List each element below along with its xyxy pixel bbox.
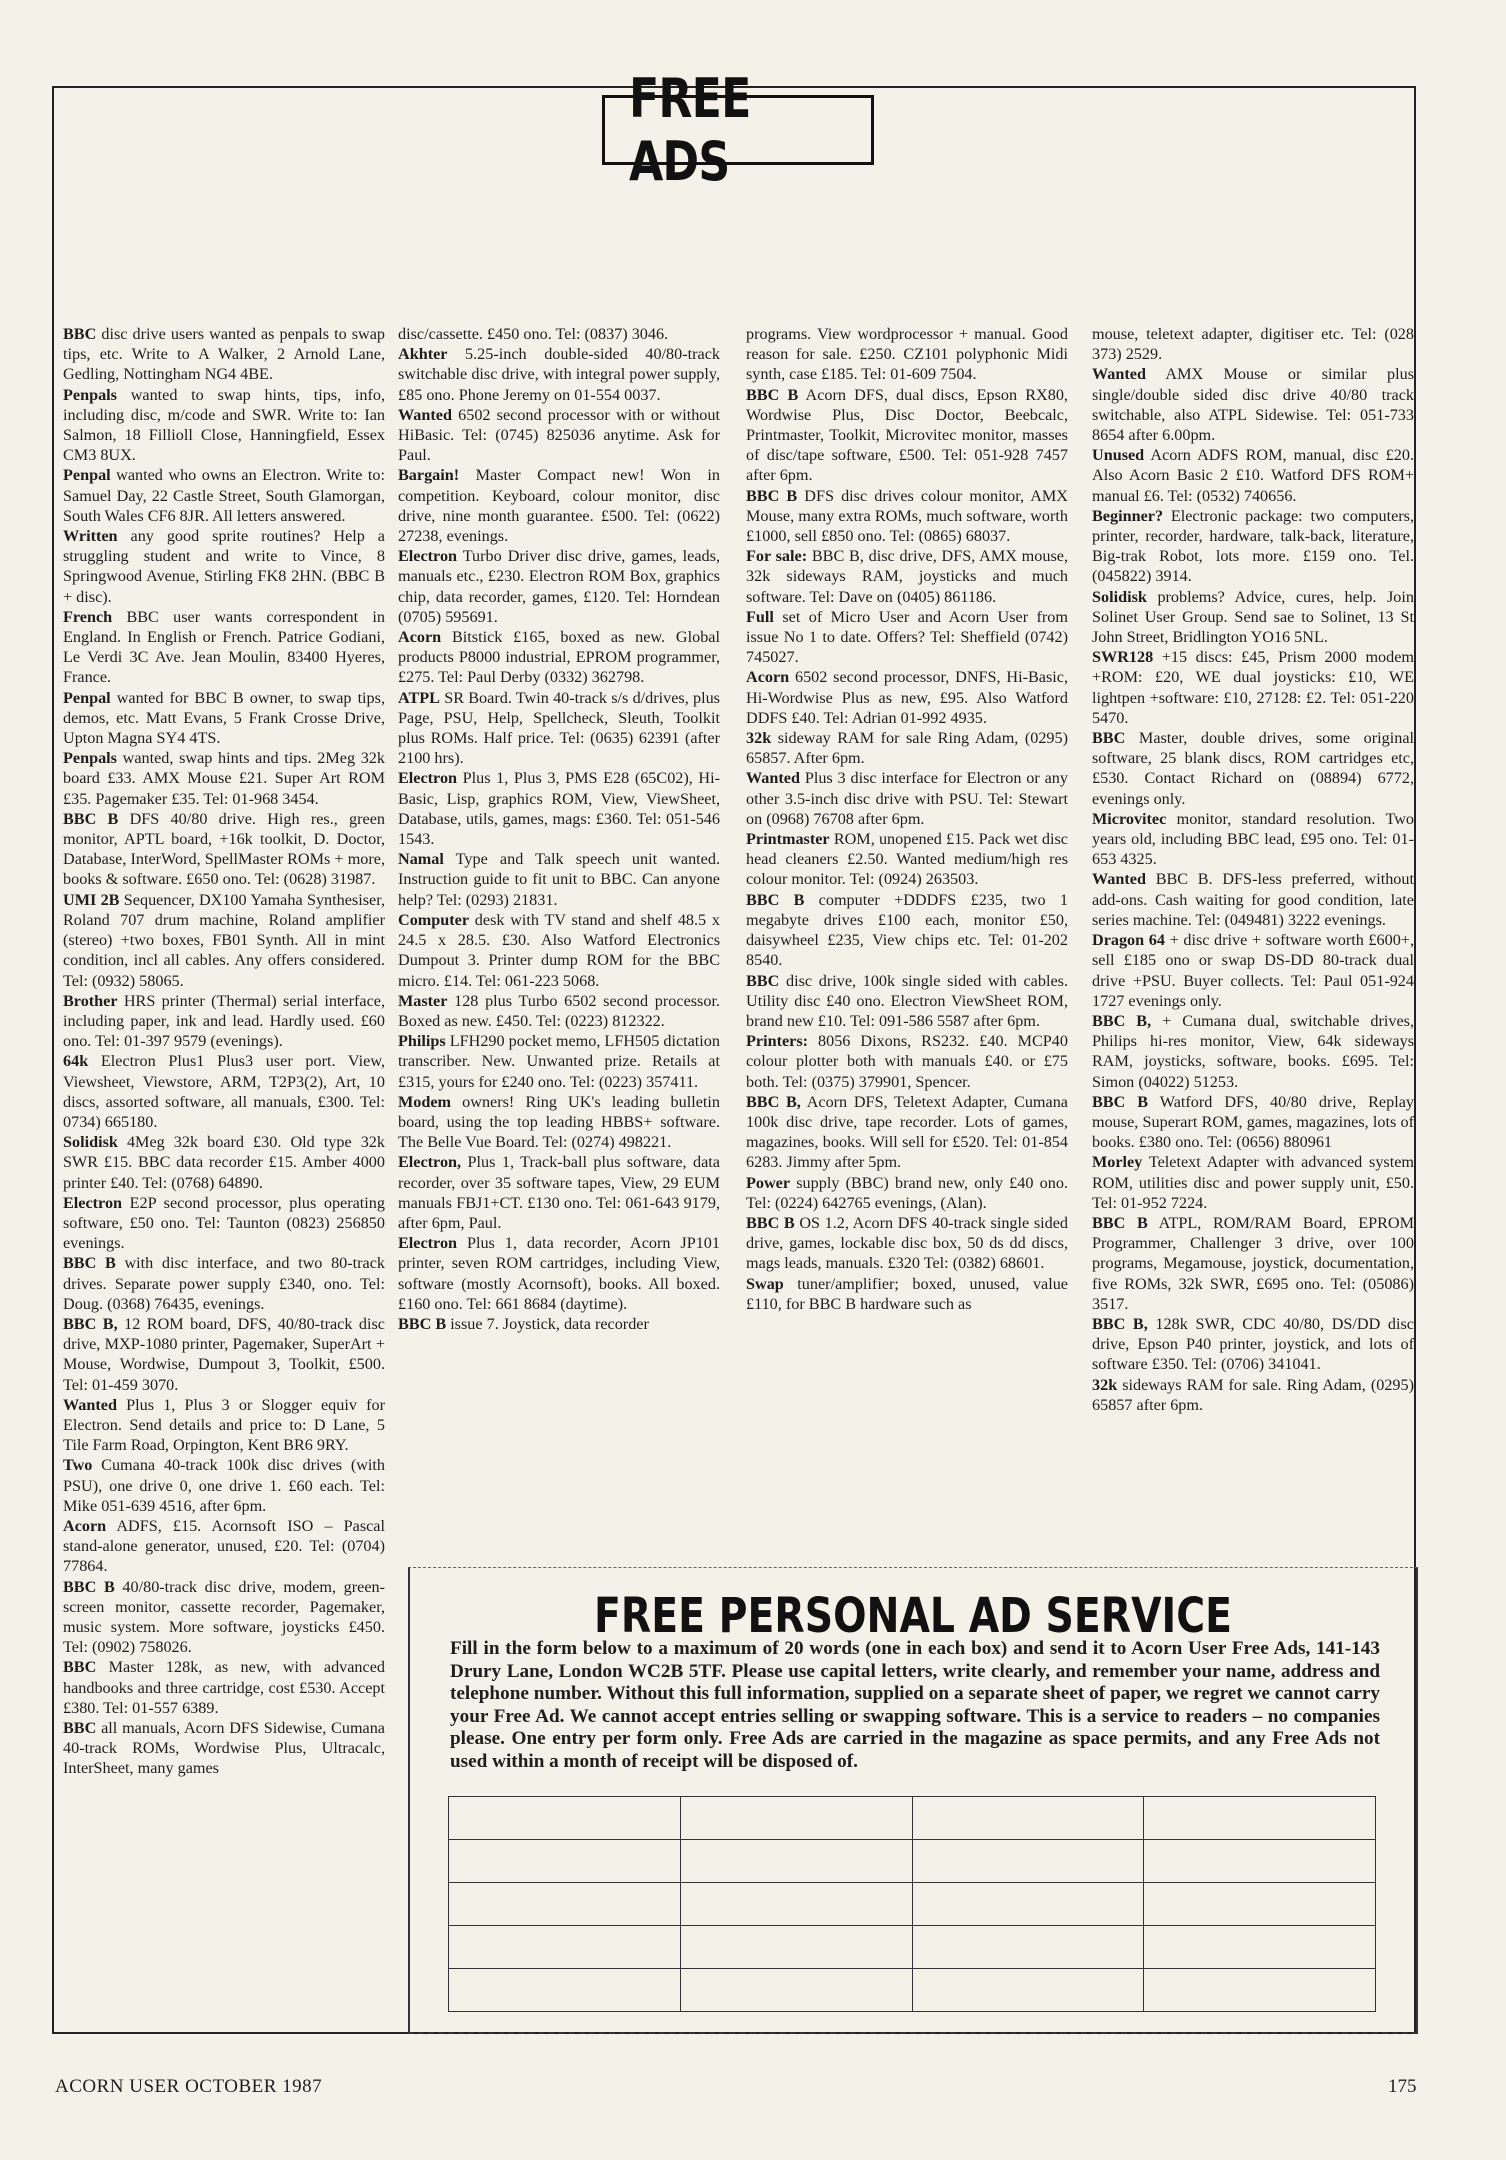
ad-lead: BBC B, xyxy=(1092,1011,1152,1030)
classified-ad xyxy=(63,1314,385,1395)
ad-lead: BBC B xyxy=(63,809,119,828)
ad-text: 8056 Dixons, RS232. £40. MCP40 colour plotter both with manuals £40. or £75 both. Tel: (0375) 379901, Spencer. xyxy=(746,1032,1068,1091)
ads-column-2 xyxy=(398,324,720,1560)
classified-ad xyxy=(398,324,720,344)
ad-lead: Acorn xyxy=(63,1516,107,1535)
ad-lead: Two xyxy=(63,1456,93,1475)
classified-ad xyxy=(746,1173,1068,1213)
classified-ad xyxy=(1092,1011,1414,1092)
ad-text: DFS 40/80 drive. High res., green monitor, APTL board, +16k toolkit, D. Doctor, Database, InterWord, SpellMaster ROMs + more, books & software. £650 ono. Tel: (0628) 31987. xyxy=(63,809,385,889)
ad-lead: 32k xyxy=(1092,1375,1118,1394)
ad-lead: Wanted xyxy=(1092,870,1146,889)
classified-ad xyxy=(1092,364,1414,445)
ad-text: tuner/amplifier; boxed, unused, value £110, for BBC B hardware such as xyxy=(746,1274,1068,1313)
ad-text: + Cumana dual, switchable drives, Philips hi-res monitor, View, 64k sideways RAM, joysticks, software, books. £695. Tel: Simon (04022) 51253. xyxy=(1092,1011,1414,1091)
ad-lead: Electron xyxy=(398,1234,458,1253)
classified-ad xyxy=(398,1152,720,1233)
classified-ad xyxy=(398,627,720,688)
ad-lead: Printers: xyxy=(746,1032,809,1051)
ad-lead: BBC xyxy=(63,325,97,343)
classified-ad xyxy=(746,829,1068,890)
classified-ad xyxy=(63,809,385,890)
classified-ad xyxy=(746,546,1068,607)
word-box[interactable] xyxy=(449,1969,681,2012)
classified-ad xyxy=(63,748,385,809)
classified-ad xyxy=(63,1253,385,1314)
page-title: FREE ADS xyxy=(628,67,751,193)
ad-text: Electron Plus1 Plus3 user port. View, Viewsheet, Viewstore, ARM, T2P3(2), Art, 10 discs, assorted software, all manuals, £300. Tel: 0734) 665180. xyxy=(63,1052,385,1131)
ad-text: 128 plus Turbo 6502 second processor. Boxed as new. £450. Tel: (0223) 812322. xyxy=(398,991,720,1030)
ad-text: Sequencer, DX100 Yamaha Synthesiser, Roland 707 drum machine, Roland amplifier (stereo) +two boxes, FB01 Synth. All in mint condition, incl all cables. Any offers considered. Tel: (0932) 58065. xyxy=(63,890,385,990)
classified-ad xyxy=(746,607,1068,668)
ad-lead: 64k xyxy=(63,1052,89,1071)
ad-text: issue 7. Joystick, data recorder xyxy=(446,1314,649,1333)
ad-lead: Wanted xyxy=(746,769,800,788)
ad-text: HRS printer (Thermal) serial interface, including paper, ink and lead. Hardly used. £60 ono. Tel: 01-397 9579 (evenings). xyxy=(63,991,385,1051)
classified-ad xyxy=(63,1577,385,1658)
classified-ad xyxy=(398,849,720,910)
ad-lead: Beginner? xyxy=(1092,506,1164,525)
classified-ad xyxy=(1092,1375,1414,1415)
word-box[interactable] xyxy=(1144,1969,1376,2012)
ad-text: 12 ROM board, DFS, 40/80-track disc drive, MXP-1080 printer, Pagemaker, SuperArt + Mouse, Wordwise, Dumpout 3, Toolkit, £500. Tel: 01-459 3070. xyxy=(63,1314,385,1394)
word-box[interactable] xyxy=(912,1797,1144,1840)
ad-lead: Solidisk xyxy=(63,1133,118,1152)
classified-ad xyxy=(63,1132,385,1193)
ad-text: OS 1.2, Acorn DFS 40-track single sided drive, games, lockable disc box, 50 ds dd discs, mags leads, manuals. £320 Tel: (0382) 68601. xyxy=(746,1213,1068,1273)
ad-text: Bitstick £165, boxed as new. Global products P8000 industrial, EPROM programmer, £275. Tel: Paul Derby (0332) 362798. xyxy=(398,628,720,687)
ad-lead: BBC B xyxy=(63,1577,115,1596)
ad-lead: Wanted xyxy=(1092,365,1146,384)
ad-text: 40/80-track disc drive, modem, green-screen monitor, cassette recorder, Pagemaker, music system. More software, joysticks £450. Tel: (0902) 758026. xyxy=(63,1577,385,1657)
word-box[interactable] xyxy=(1144,1840,1376,1883)
ad-text: + disc drive + software worth £600+, sell £185 ono or swap DS-DD 80-track dual drive +PSU. Buyer collects. Tel: Paul 051-924 1727 evenings only. xyxy=(1092,931,1414,1010)
classified-ad xyxy=(746,1031,1068,1092)
cut-line xyxy=(408,2032,1418,2034)
classified-ad xyxy=(63,607,385,688)
ad-text: Plus 1, Plus 3 or Slogger equiv for Electron. Send details and price to: D Lane, 5 Tile Farm Road, Orpington, Kent BR6 9RY. xyxy=(63,1395,385,1455)
ad-lead: Dragon 64 xyxy=(1092,931,1165,950)
classified-ad xyxy=(746,1092,1068,1173)
ad-lead: For sale: xyxy=(746,547,808,566)
ad-lead: Bargain! xyxy=(398,466,460,485)
ad-text: Turbo Driver disc drive, games, leads, manuals etc., £230. Electron ROM Box, graphics chip, data recorder, games, £120. Tel: Horndean (0705) 595691. xyxy=(398,547,720,626)
ad-text: supply (BBC) brand new, only £40 ono. Tel: (0224) 642765 evenings, (Alan). xyxy=(746,1173,1068,1212)
classified-ad xyxy=(746,728,1068,768)
ad-text: Master 128k, as new, with advanced handbooks and three cartridge, cost £530. Accept £380. Tel: 01-557 6389. xyxy=(63,1658,385,1717)
classified-ad xyxy=(1092,728,1414,809)
word-box[interactable] xyxy=(1144,1797,1376,1840)
form-row xyxy=(449,1883,1376,1926)
service-instructions: Fill in the form below to a maximum of 20 words (one in each box) and send it to Acorn User Free Ads, 141-143 Drury Lane, London WC2B 5TF. Please use capital letters, write clearly, and remember your name, address and telephone number. Without this full information, supplied on a separate sheet of paper, we regret we cannot carry your Free Ad. We cannot accept entries selling or swapping software. This is a service to readers – no companies please. One entry per form only. Free Ads are carried in the magazine as space permits, and any Free Ads not used within a month of receipt will be disposed of. xyxy=(450,1638,1380,1772)
classified-ad xyxy=(63,465,385,526)
ad-text: Acorn ADFS ROM, manual, disc £20. Also Acorn Basic 2 £10. Watford DFS ROM+ manual £6. Tel: (0532) 740656. xyxy=(1092,446,1414,505)
classified-ad xyxy=(1092,1092,1414,1153)
ad-text: disc/cassette. £450 ono. Tel: (0837) 3046. xyxy=(398,325,669,343)
ad-lead: BBC B, xyxy=(746,1092,801,1111)
ad-text: Acorn DFS, dual discs, Epson RX80, Wordwise Plus, Disc Doctor, Beebcalc, Printmaster, Toolkit, Microvitec monitor, masses of disc/tape software, £500. Tel: 051-928 7457 after 6pm. xyxy=(746,385,1068,485)
ad-lead: BBC xyxy=(1092,729,1126,748)
word-box[interactable] xyxy=(1144,1883,1376,1926)
word-box[interactable] xyxy=(912,1840,1144,1883)
ad-text: BBC B, disc drive, DFS, AMX mouse, 32k sideways RAM, joysticks and much software. Tel: Dave on (0405) 861186. xyxy=(746,547,1068,606)
classified-ad xyxy=(1092,809,1414,870)
ad-lead: Brother xyxy=(63,991,118,1010)
ad-text: Watford DFS, 40/80 drive, Replay mouse, Superart ROM, games, magazines, lots of books. £380 ono. Tel: (0656) 880961 xyxy=(1092,1092,1414,1152)
ad-text: 6502 second processor, DNFS, Hi-Basic, Hi-Wordwise Plus as new, £95. Also Watford DDFS £40. Tel: Adrian 01-992 4935. xyxy=(746,668,1068,727)
ad-text: Master, double drives, some original software, 25 blank discs, ROM cartridges etc, £530. Contact Richard on (08894) 6772, evenings only. xyxy=(1092,729,1414,808)
word-box[interactable] xyxy=(449,1840,681,1883)
ad-lead: Penpals xyxy=(63,749,117,768)
service-title: FREE PERSONAL AD SERVICE xyxy=(594,1588,1232,1644)
ad-text: monitor, standard resolution. Two years old, including BBC lead, £95 ono. Tel: 01-653 4325. xyxy=(1092,809,1414,869)
ad-text: sideways RAM for sale. Ring Adam, (0295) 65857 after 6pm. xyxy=(1092,1375,1414,1414)
ad-text: wanted to swap hints, tips, info, including disc, m/code and SWR. Write to: Ian Salmon, 18 Fillioll Close, Hanningfield, Essex CM3 8UX. xyxy=(63,385,385,465)
ad-lead: BBC xyxy=(63,1719,97,1738)
classified-ad xyxy=(746,486,1068,547)
ad-text: programs. View wordprocessor + manual. Good reason for sale. £250. CZ101 polyphonic Midi synth, case £185. Tel: 01-609 7504. xyxy=(746,325,1068,384)
classified-ad xyxy=(1092,506,1414,587)
classified-ad xyxy=(63,1718,385,1779)
classified-ad xyxy=(398,1314,720,1334)
word-box[interactable] xyxy=(680,1883,912,1926)
ad-lead: Microvitec xyxy=(1092,809,1167,828)
classified-ad xyxy=(1092,1152,1414,1213)
ad-text: 6502 second processor with or without HiBasic. Tel: (0745) 825036 anytime. Ask for Paul. xyxy=(398,405,720,465)
ad-text: ATPL, ROM/RAM Board, EPROM Programmer, Challenger 3 drive, over 100 programs, Megamouse, joystick, documentation, five ROMs, 32k SWR, £695 ono. Tel: (05086) 3517. xyxy=(1092,1213,1414,1313)
ad-lead: Printmaster xyxy=(746,830,830,849)
word-box[interactable] xyxy=(680,1797,912,1840)
form-row xyxy=(449,1926,1376,1969)
ad-lead: Solidisk xyxy=(1092,587,1147,606)
ads-column-1 xyxy=(63,324,385,2030)
classified-ad xyxy=(63,1193,385,1254)
ad-text: 4Meg 32k board £30. Old type 32k SWR £15. BBC data recorder £15. Amber 4000 printer £40. Tel: (0768) 64890. xyxy=(63,1133,385,1192)
ad-lead: 32k xyxy=(746,729,772,748)
ad-lead: Morley xyxy=(1092,1153,1143,1172)
classified-ad xyxy=(746,768,1068,829)
ad-lead: Acorn xyxy=(746,668,790,687)
ad-lead: Written xyxy=(63,527,118,546)
ad-text: Teletext Adapter with advanced system ROM, utilities disc and power supply unit, £50. Tel: 01-952 7224. xyxy=(1092,1153,1414,1212)
ad-lead: BBC B xyxy=(1092,1213,1148,1232)
form-row xyxy=(449,1797,1376,1840)
classified-ad xyxy=(1092,445,1414,506)
ad-text: Master Compact new! Won in competition. Keyboard, colour monitor, disc drive, nine month guarantee. £500. Tel: (0622) 27238, evenings. xyxy=(398,466,720,546)
ad-lead: BBC B xyxy=(746,486,798,505)
word-box[interactable] xyxy=(912,1883,1144,1926)
ad-lead: Electron xyxy=(398,547,458,566)
ad-text: LFH290 pocket memo, LFH505 dictation transcriber. New. Unwanted prize. Retails at £315, yours for £240 ono. Tel: (0223) 357411. xyxy=(398,1032,720,1091)
classified-ad xyxy=(63,385,385,466)
classified-ad xyxy=(398,546,720,627)
classified-ad xyxy=(1092,930,1414,1011)
classified-ad xyxy=(746,324,1068,385)
free-personal-ad-service xyxy=(408,1567,1418,2034)
classified-ad xyxy=(746,667,1068,728)
ad-lead: Akhter xyxy=(398,345,448,364)
classified-ad xyxy=(1092,1314,1414,1375)
classified-ad xyxy=(1092,1213,1414,1314)
classified-ad xyxy=(63,1516,385,1577)
ad-lead: Electron xyxy=(398,769,458,788)
ad-text: owners! Ring UK's leading bulletin board, using the top leading HBBS+ software. The Belle Vue Board. Tel: (0274) 498221. xyxy=(398,1092,720,1152)
ad-lead: Power xyxy=(746,1173,791,1192)
word-box[interactable] xyxy=(680,1840,912,1883)
ad-lead: Wanted xyxy=(63,1395,117,1414)
ad-text: computer +DDDFS £235, two 1 megabyte drives £100 each, monitor £50, daisywheel £235, View chips etc. Tel: 01-202 8540. xyxy=(746,890,1068,970)
classified-ad xyxy=(398,1092,720,1153)
ad-text: E2P second processor, plus operating software, £50 ono. Tel: Taunton (0823) 256850 evenings. xyxy=(63,1193,385,1253)
ad-lead: BBC B, xyxy=(63,1314,118,1333)
classified-ad xyxy=(398,1233,720,1314)
ad-text: disc drive users wanted as penpals to swap tips, etc. Write to A Walker, 2 Arnold Lane, Gedling, Nottingham NG4 4BE. xyxy=(63,325,385,384)
classified-ad xyxy=(746,890,1068,971)
ad-text: all manuals, Acorn DFS Sidewise, Cumana 40-track ROMs, Wordwise Plus, Ultracalc, InterSheet, many games xyxy=(63,1719,385,1778)
classified-ad xyxy=(1092,647,1414,728)
classified-ad xyxy=(398,688,720,769)
ad-text: BBC user wants correspondent in England. In English or French. Patrice Godiani, Le Verdi 3C Ave. Jean Moulin, 83400 Hyeres, France. xyxy=(63,607,385,687)
ad-text: any good sprite routines? Help a struggling student and write to Vince, 8 Springwood Avenue, Stirling FK8 2HN. (BBC B + disc). xyxy=(63,527,385,606)
ad-text: wanted, swap hints and tips. 2Meg 32k board £33. AMX Mouse £21. Super Art ROM £35. Pagemaker £35. Tel: 01-968 3454. xyxy=(63,749,385,808)
ad-lead: SWR128 xyxy=(1092,648,1154,667)
word-box[interactable] xyxy=(1144,1926,1376,1969)
ad-text: Type and Talk speech unit wanted. Instruction guide to fit unit to BBC. Can anyone help? Tel: (0293) 21831. xyxy=(398,850,720,909)
form-row xyxy=(449,1969,1376,2012)
classified-ad xyxy=(63,890,385,991)
classified-ad xyxy=(63,1455,385,1516)
ad-lead: BBC B xyxy=(1092,1092,1149,1111)
ad-lead: BBC B xyxy=(746,1213,795,1232)
ad-word-form-grid xyxy=(448,1796,1376,2012)
ad-text: mouse, teletext adapter, digitiser etc. Tel: (028 373) 2529. xyxy=(1092,325,1414,364)
ad-text: ADFS, £15. Acornsoft ISO – Pascal stand-alone generator, unused, £20. Tel: (0704) 77864. xyxy=(63,1516,385,1576)
ad-text: wanted for BBC B owner, to swap tips, demos, etc. Matt Evans, 5 Frank Crosse Drive, Upton Magna SY4 4TS. xyxy=(63,688,385,748)
classified-ad xyxy=(398,465,720,546)
ad-lead: Penpals xyxy=(63,385,117,404)
ad-text: Acorn DFS, Teletext Adapter, Cumana 100k disc drive, tape recorder. Lots of games, magazines, books. Will sell for £520. Tel: 01-854 6283. Jimmy after 5pm. xyxy=(746,1092,1068,1172)
ad-lead: Philips xyxy=(398,1032,446,1051)
classified-ad xyxy=(63,1395,385,1456)
classified-ad xyxy=(398,991,720,1031)
word-box[interactable] xyxy=(680,1926,912,1969)
classified-ad xyxy=(1092,869,1414,930)
ad-text: Plus 1, Plus 3, PMS E28 (65C02), Hi-Basic, Lisp, graphics ROM, View, ViewSheet, Database, utils, games, mags: £360. Tel: 051-546 1543. xyxy=(398,769,720,849)
word-box[interactable] xyxy=(449,1797,681,1840)
ad-lead: BBC xyxy=(63,1658,97,1677)
classified-ad xyxy=(398,768,720,849)
classified-ad xyxy=(746,1274,1068,1314)
free-ads-masthead xyxy=(602,67,874,193)
ad-text: Plus 3 disc interface for Electron or any other 3.5-inch disc drive with PSU. Tel: Stewart on (0968) 76708 after 6pm. xyxy=(746,769,1068,828)
classified-ad xyxy=(63,1657,385,1718)
classified-ad xyxy=(1092,324,1414,364)
ad-text: Plus 1, Track-ball plus software, data recorder, over 35 software tapes, View, 29 EUM manuals FBJ1+CT. £130 ono. Tel: 061-643 9179, after 6pm, Paul. xyxy=(398,1153,720,1232)
ad-lead: Swap xyxy=(746,1274,784,1293)
ad-lead: BBC B, xyxy=(1092,1314,1148,1333)
ad-text: ROM, unopened £15. Pack wet disc head cleaners £2.50. Wanted medium/high res colour monitor. Tel: (0924) 263503. xyxy=(746,830,1068,889)
form-row xyxy=(449,1840,1376,1883)
ad-text: Plus 1, data recorder, Acorn JP101 printer, seven ROM cartridges, including View, software (mostly Acornsoft), books. All boxed. £160 ono. Tel: 661 8684 (daytime). xyxy=(398,1234,720,1313)
ad-text: sideway RAM for sale Ring Adam, (0295) 65857. After 6pm. xyxy=(746,729,1068,768)
word-box[interactable] xyxy=(912,1926,1144,1969)
ad-lead: BBC B xyxy=(746,385,799,404)
word-box[interactable] xyxy=(912,1969,1144,2012)
classified-ad xyxy=(398,910,720,991)
ad-lead: Unused xyxy=(1092,446,1145,465)
classified-ad xyxy=(63,324,385,385)
ad-lead: BBC B xyxy=(398,1314,447,1333)
ad-text: Electronic package: two computers, printer, recorder, hardware, talk-back, literature, Big-trak Robot, lots more. £159 ono. Tel. (045822) 3914. xyxy=(1092,506,1414,586)
ad-text: DFS disc drives colour monitor, AMX Mouse, many extra ROMs, much software, worth £1000, sell £850 ono. Tel: (0865) 68037. xyxy=(746,486,1068,546)
ad-lead: UMI 2B xyxy=(63,890,120,909)
classified-ad xyxy=(63,1051,385,1132)
ad-text: wanted who owns an Electron. Write to: Samuel Day, 22 Castle Street, South Glamorgan, South Wales CF6 8JR. All letters answered. xyxy=(63,466,385,525)
ad-lead: Electron xyxy=(63,1193,123,1212)
ad-text: 5.25-inch double-sided 40/80-track switchable disc drive, with integral power supply, £85 ono. Phone Jeremy on 01-554 0037. xyxy=(398,345,720,404)
classified-ad xyxy=(746,971,1068,1032)
ad-text: Cumana 40-track 100k disc drives (with PSU), one drive 0, one drive 1. £60 each. Tel: Mike 051-639 4516, after 6pm. xyxy=(63,1456,385,1515)
ad-lead: Penpal xyxy=(63,466,111,485)
ad-text: AMX Mouse or similar plus single/double sided disc drive 40/80 track switchable, also ATPL Sidewise. Tel: 051-733 8654 after 6.00pm. xyxy=(1092,365,1414,445)
classified-ad xyxy=(746,385,1068,486)
classified-ad xyxy=(398,405,720,466)
ad-text: +15 discs: £45, Prism 2000 modem +ROM: £20, WE dual joysticks: £10, WE lightpen +software: £10, 27128: £2. Tel: 051-220 5470. xyxy=(1092,648,1414,727)
ad-lead: Electron, xyxy=(398,1153,462,1172)
ad-lead: ATPL xyxy=(398,688,440,707)
ad-text: 128k SWR, CDC 40/80, DS/DD disc drive, Epson P40 printer, joystick, and lots of software £350. Tel: (0706) 341041. xyxy=(1092,1314,1414,1374)
ad-lead: BBC B xyxy=(746,890,805,909)
classified-ad xyxy=(63,688,385,749)
ad-lead: Master xyxy=(398,991,448,1010)
ad-text: with disc interface, and two 80-track drives. Separate power supply £340, ono. Tel: Doug. (0368) 76435, evenings. xyxy=(63,1254,385,1313)
word-box[interactable] xyxy=(680,1969,912,2012)
page-number: 175 xyxy=(1388,2076,1417,2097)
ad-lead: Modem xyxy=(398,1092,452,1111)
classified-ad xyxy=(63,526,385,607)
classified-ad xyxy=(398,344,720,405)
ad-lead: Penpal xyxy=(63,688,111,707)
classified-ad xyxy=(398,1031,720,1092)
ad-lead: Wanted xyxy=(398,405,452,424)
ad-text: BBC B. DFS-less preferred, without add-ons. Cash waiting for good condition, late series machine. Tel: (049481) 3222 evenings. xyxy=(1092,870,1414,929)
ad-lead: French xyxy=(63,607,113,626)
ad-lead: Full xyxy=(746,607,774,626)
classified-ad xyxy=(1092,587,1414,648)
publication-footer: ACORN USER OCTOBER 1987 xyxy=(55,2076,323,2097)
ad-text: disc drive, 100k single sided with cables. Utility disc £40 ono. Electron ViewSheet ROM, brand new £10. Tel: 091-586 5587 after 6pm. xyxy=(746,971,1068,1030)
classified-ad xyxy=(63,991,385,1052)
word-box[interactable] xyxy=(449,1926,681,1969)
ad-lead: Namal xyxy=(398,850,444,869)
classified-ad xyxy=(746,1213,1068,1274)
ad-text: SR Board. Twin 40-track s/s d/drives, plus Page, PSU, Help, Spellcheck, Sleuth, Toolkit plus ROMs. Half price. Tel: (0635) 62391 (after 2100 hrs). xyxy=(398,688,720,768)
ad-text: problems? Advice, cures, help. Join Solinet User Group. Send sae to Solinet, 13 St John Street, Bridlington YO16 5NL. xyxy=(1092,587,1414,647)
ad-lead: Acorn xyxy=(398,628,442,647)
ad-lead: BBC xyxy=(746,971,780,990)
ad-lead: Computer xyxy=(398,910,470,929)
ads-column-3 xyxy=(746,324,1068,1560)
word-box[interactable] xyxy=(449,1883,681,1926)
ad-text: set of Micro User and Acorn User from issue No 1 to date. Offers? Tel: Sheffield (0742) 745027. xyxy=(746,607,1068,667)
ads-column-4 xyxy=(1092,324,1414,1560)
ad-lead: BBC B xyxy=(63,1254,116,1273)
ad-text: desk with TV stand and shelf 48.5 x 24.5 x 28.5. £30. Also Watford Electronics Dumpout 3. Printer dump ROM for the BBC micro. £14. Tel: 061-223 5068. xyxy=(398,910,720,990)
